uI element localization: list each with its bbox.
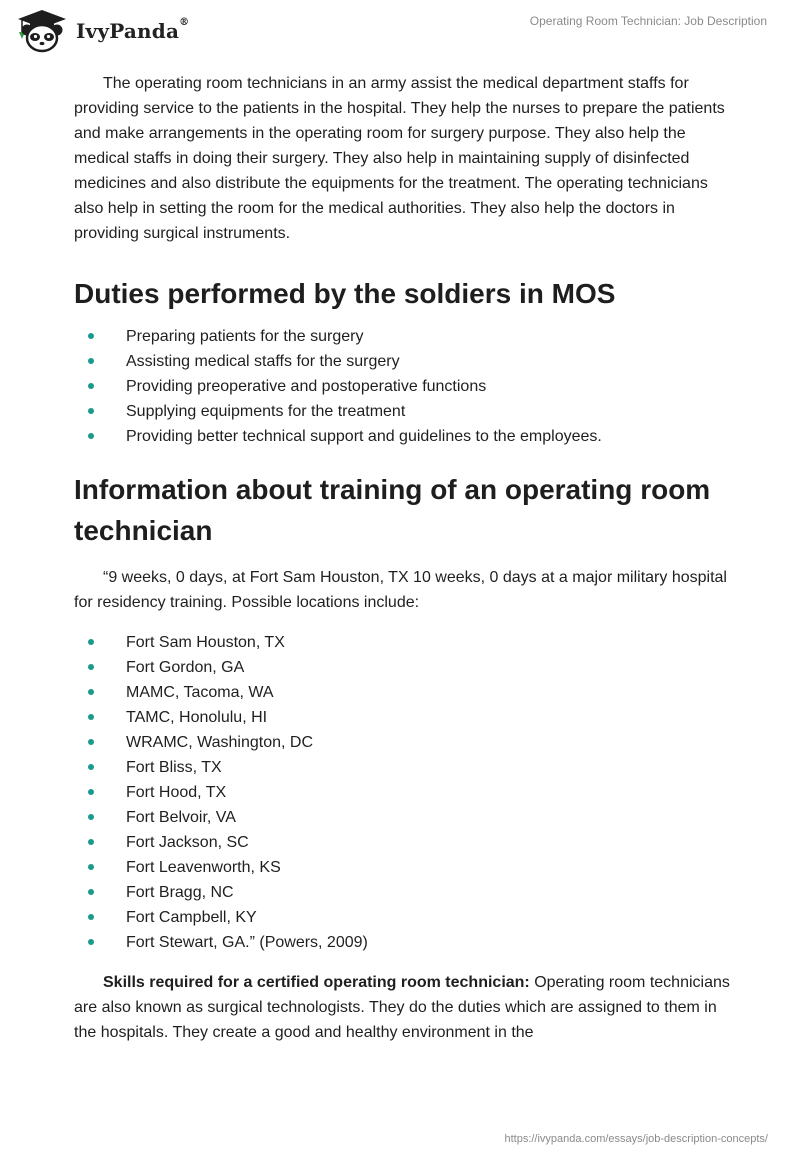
source-url[interactable]: https://ivypanda.com/essays/job-description-concepts/: [504, 1133, 768, 1145]
list-item: Fort Gordon, GA: [74, 655, 734, 680]
bullet-icon: [88, 383, 94, 389]
training-heading: Information about training of an operating room technician: [74, 474, 711, 546]
bullet-icon: [88, 839, 94, 845]
list-item: Supplying equipments for the treatment: [74, 399, 734, 424]
bullet-icon: [88, 764, 94, 770]
bullet-icon: [88, 814, 94, 820]
list-item: Fort Campbell, KY: [74, 905, 734, 930]
bullet-icon: [88, 358, 94, 364]
list-item: Fort Hood, TX: [74, 780, 734, 805]
bullet-icon: [88, 689, 94, 695]
bullet-icon: [88, 408, 94, 414]
training-paragraph: “9 weeks, 0 days, at Fort Sam Houston, TX 10 weeks, 0 days at a major military hospital for residency training. Possible locations include:: [74, 569, 727, 611]
bullet-icon: [88, 864, 94, 870]
list-item: Fort Jackson, SC: [74, 830, 734, 855]
list-item: Fort Bragg, NC: [74, 880, 734, 905]
page-header: [0, 0, 800, 70]
ivypanda-logo[interactable]: [14, 8, 189, 54]
bullet-icon: [88, 889, 94, 895]
list-item: MAMC, Tacoma, WA: [74, 680, 734, 705]
list-item: Fort Bliss, TX: [74, 755, 734, 780]
list-item: Fort Stewart, GA.” (Powers, 2009): [74, 930, 734, 955]
bullet-icon: [88, 739, 94, 745]
document-title: Operating Room Technician: Job Description: [529, 14, 767, 28]
skills-label: Skills required for a certified operating room technician:: [103, 974, 530, 991]
bullet-icon: [88, 639, 94, 645]
list-item: TAMC, Honolulu, HI: [74, 705, 734, 730]
bullet-icon: [88, 714, 94, 720]
bullet-icon: [88, 789, 94, 795]
bullet-icon: [88, 939, 94, 945]
list-item: Assisting medical staffs for the surgery: [74, 349, 734, 374]
list-item: Providing better technical support and guidelines to the employees.: [74, 424, 734, 449]
skills-text: Operating room technicians are also known as surgical technologists. They do the duties which are assigned to them in the hospitals. They create a good and healthy environment in the: [74, 974, 730, 1041]
skills-paragraph: [74, 970, 734, 1045]
article-body: [74, 71, 734, 1045]
training-locations-list: [74, 630, 734, 955]
list-item: WRAMC, Washington, DC: [74, 730, 734, 755]
bullet-icon: [88, 333, 94, 339]
brand-name: IvyPanda®: [76, 17, 190, 43]
list-item: Fort Belvoir, VA: [74, 805, 734, 830]
list-item: Preparing patients for the surgery: [74, 324, 734, 349]
bullet-icon: [88, 664, 94, 670]
duties-list: [74, 324, 734, 449]
duties-heading: Duties performed by the soldiers in MOS: [74, 278, 616, 309]
list-item: Fort Sam Houston, TX: [74, 630, 734, 655]
bullet-icon: [88, 433, 94, 439]
bullet-icon: [88, 914, 94, 920]
list-item: Fort Leavenworth, KS: [74, 855, 734, 880]
panda-graduate-icon: [14, 8, 70, 54]
list-item: Providing preoperative and postoperative functions: [74, 374, 734, 399]
intro-paragraph: The operating room technicians in an army assist the medical department staffs for providing service to the patients in the hospital. They help the nurses to prepare the patients and make arrangements in the operating room for surgery purpose. They also help the medical staffs in doing their surgery. They also help in maintaining supply of disinfected medicines and also distribute the equipments for the treatment. The operating technicians also help in setting the room for the medical authorities. They also help the doctors in providing surgical instruments.: [74, 75, 725, 242]
